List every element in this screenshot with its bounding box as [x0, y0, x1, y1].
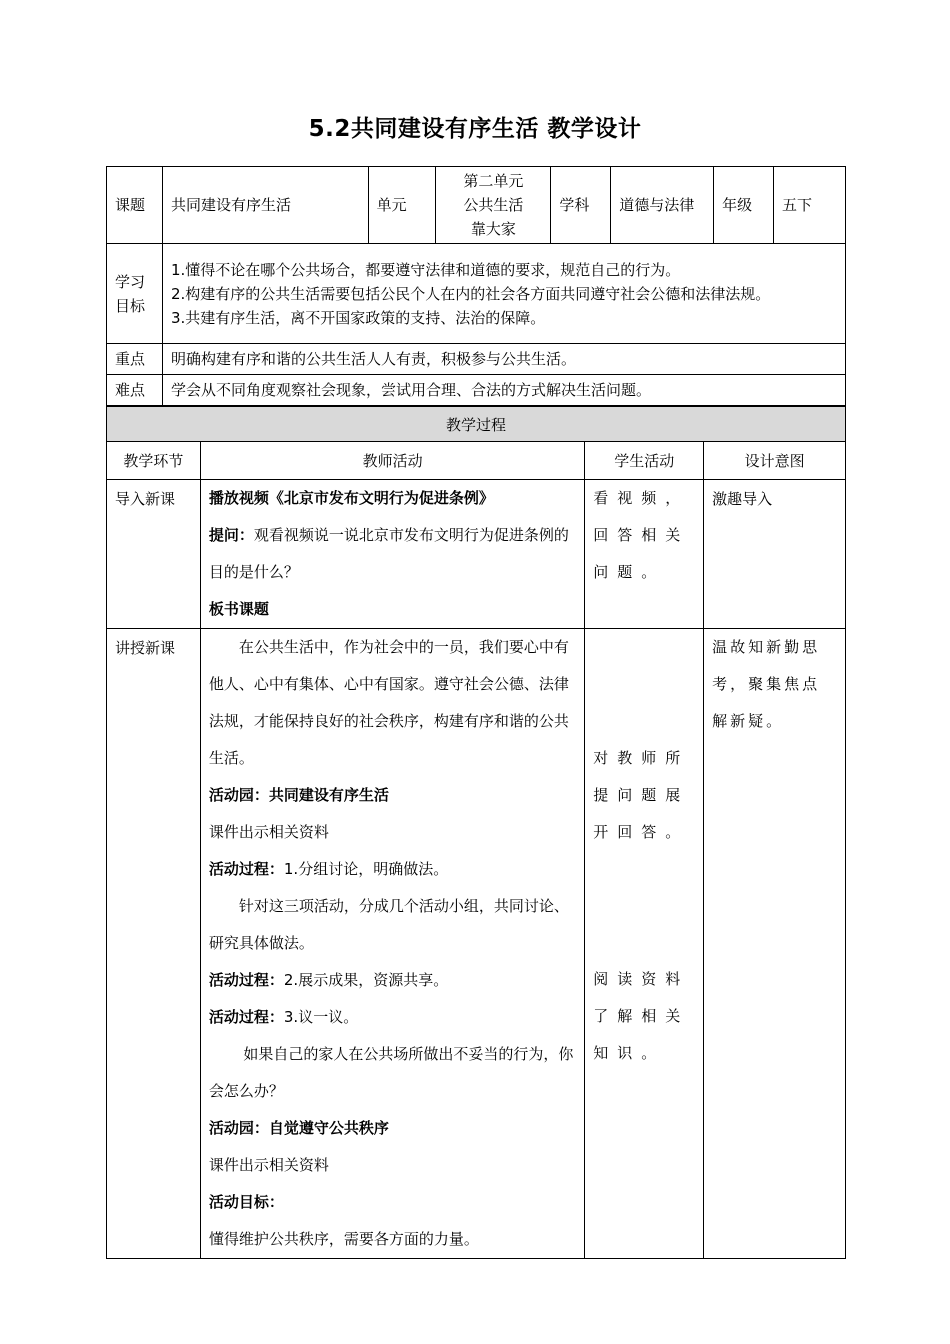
- goals-label-line: 学习: [115, 272, 146, 291]
- step-text: 3.议一议。: [283, 1008, 359, 1026]
- col-student: 学生活动: [585, 442, 704, 480]
- lecture-student: [585, 629, 704, 1259]
- step-text: 2.展示成果，资源共享。: [283, 971, 449, 989]
- difficulty-value: 学会从不同角度观察社会现象，尝试用合理、合法的方式解决生活问题。: [162, 375, 845, 406]
- topic-value: 共同建设有序生活: [162, 167, 368, 244]
- key-point-row: [107, 344, 846, 375]
- info-row: [107, 167, 846, 244]
- process-table: [106, 406, 846, 1259]
- subject-value: 道德与法律: [611, 167, 714, 244]
- info-table: [106, 166, 846, 406]
- unit-line: 第二单元: [463, 172, 524, 190]
- intro-student: 看视频，回答相关问题。: [585, 480, 704, 629]
- activity-1-material: 课件出示相关资料: [208, 823, 329, 841]
- intro-question: [209, 517, 576, 591]
- process-header-row: [107, 407, 846, 442]
- unit-value: [436, 167, 551, 244]
- step-1: [209, 851, 576, 888]
- lecture-row: [107, 629, 846, 1259]
- intro-intent: 激趣导入: [704, 480, 846, 629]
- step-label: 活动过程：: [208, 860, 284, 878]
- col-teacher: 教师活动: [200, 442, 584, 480]
- step-2: [209, 962, 576, 999]
- intro-question-text: 观看视频说一说北京市发布文明行为促进条例的目的是什么？: [208, 526, 569, 581]
- lecture-stage: 讲授新课: [107, 629, 201, 1259]
- goals-row: [107, 244, 846, 344]
- goals-content: [162, 244, 845, 344]
- step-text: 1.分组讨论，明确做法。: [283, 860, 449, 878]
- goal-item: 1.懂得不论在哪个公共场合，都要遵守法律和道德的要求，规范自己的行为。: [170, 260, 681, 279]
- activity-1-title: 活动园：共同建设有序生活: [208, 786, 389, 804]
- goal-label: 活动目标：: [208, 1193, 284, 1211]
- col-intent: 设计意图: [704, 442, 846, 480]
- goals-label: [107, 244, 163, 344]
- spacer: [593, 629, 695, 740]
- topic-label: 课题: [107, 167, 163, 244]
- goal-item: 3.共建有序生活，离不开国家政策的支持、法治的保障。: [170, 308, 546, 327]
- page-title: 5.2共同建设有序生活 教学设计: [308, 116, 642, 142]
- lecture-teacher: [200, 629, 584, 1259]
- grade-value: 五下: [774, 167, 846, 244]
- unit-label: 单元: [368, 167, 436, 244]
- difficulty-label: 难点: [107, 375, 163, 406]
- activity-2-material: 课件出示相关资料: [208, 1156, 329, 1174]
- key-point-value: 明确构建有序和谐的公共生活人人有责，积极参与公共生活。: [162, 344, 845, 375]
- step-3-paragraph: 如果自己的家人在公共场所做出不妥当的行为，你会怎么办？: [208, 1045, 574, 1100]
- goal-text: 懂得维护公共秩序，需要各方面的力量。: [208, 1230, 479, 1248]
- difficulty-row: [107, 375, 846, 406]
- subject-label: 学科: [551, 167, 611, 244]
- intro-row: [107, 480, 846, 629]
- step-1-paragraph: 针对这三项活动，分成几个活动小组，共同讨论、研究具体做法。: [208, 897, 569, 952]
- lecture-student-2: 阅读资料了解相关知识。: [593, 970, 690, 1062]
- goal-item: 2.构建有序的公共生活需要包括公民个人在内的社会各方面共同遵守社会公德和法律法规。: [170, 284, 771, 303]
- lecture-student-1: 对教师所提问题展开回答。: [593, 749, 690, 841]
- step-3: [209, 999, 576, 1036]
- unit-line: 公共生活: [463, 196, 524, 214]
- column-header-row: [107, 442, 846, 480]
- key-point-label: 重点: [107, 344, 163, 375]
- process-header: 教学过程: [107, 407, 846, 442]
- step-label: 活动过程：: [208, 971, 284, 989]
- intro-teacher: [200, 480, 584, 629]
- lecture-intent: 温故知新勤思考，聚集焦点解新疑。: [704, 629, 846, 1259]
- spacer: [593, 851, 695, 961]
- col-stage: 教学环节: [107, 442, 201, 480]
- intro-board-title: 板书课题: [208, 600, 269, 618]
- intro-video: 播放视频《北京市发布文明行为促进条例》: [208, 489, 494, 507]
- goals-label-line: 目标: [115, 296, 146, 315]
- lecture-intro-paragraph: 在公共生活中，作为社会中的一员，我们要心中有他人、心中有集体、心中有国家。遵守社会公德、法律法规，才能保持良好的社会秩序，构建有序和谐的公共生活。: [208, 638, 569, 767]
- unit-line: 靠大家: [470, 220, 516, 238]
- intro-question-label: 提问：: [208, 526, 254, 544]
- intro-stage: 导入新课: [107, 480, 201, 629]
- activity-2-title: 活动园：自觉遵守公共秩序: [208, 1119, 389, 1137]
- grade-label: 年级: [714, 167, 774, 244]
- step-label: 活动过程：: [208, 1008, 284, 1026]
